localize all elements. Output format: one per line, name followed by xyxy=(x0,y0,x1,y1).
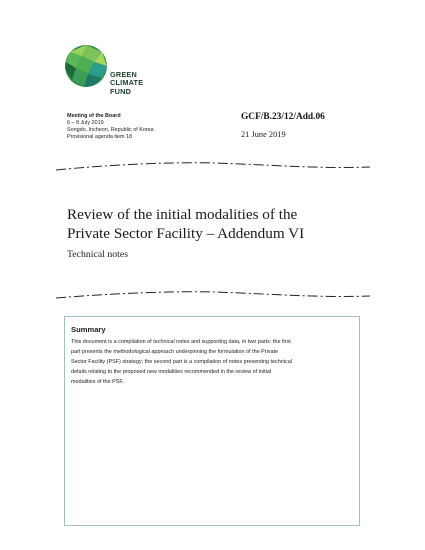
logo-line-fund: FUND xyxy=(110,86,132,96)
meeting-dates: 6 – 8 July 2019 xyxy=(67,120,104,126)
wavy-divider xyxy=(56,290,370,302)
document-date: 21 June 2019 xyxy=(241,130,286,139)
green-climate-fund-globe-icon xyxy=(64,44,108,88)
agenda-item: Provisional agenda item 18 xyxy=(67,134,133,140)
meeting-location: Songdo, Incheon, Republic of Korea xyxy=(67,127,154,133)
summary-line: Sector Facility (PSF) strategy; the second part is a compilation of notes presenting technical xyxy=(71,358,292,365)
summary-text xyxy=(71,338,353,388)
document-code: GCF/B.23/12/Add.06 xyxy=(241,112,325,122)
logo-line-climate: CLIMATE xyxy=(110,78,144,88)
meeting-info xyxy=(67,113,154,141)
title-line-1: Review of the initial modalities of the xyxy=(67,206,298,223)
logo-line-green: GREEN xyxy=(110,70,137,79)
summary-box xyxy=(64,316,360,526)
summary-line: part presents the methodological approach underpinning the formulation of the Private xyxy=(71,348,279,355)
page-title xyxy=(67,205,367,243)
page-subtitle: Technical notes xyxy=(67,249,129,260)
meeting-name: Meeting of the Board xyxy=(67,113,121,119)
summary-line: details relating to the proposed new modalities recommended in the review of initial xyxy=(71,368,272,375)
title-line-2: Private Sector Facility – Addendum VI xyxy=(67,225,305,242)
summary-line: modalities of the PSF. xyxy=(71,378,124,385)
summary-heading: Summary xyxy=(71,325,106,334)
summary-line: This document is a compilation of technical notes and supporting data, in two parts: the first xyxy=(71,339,291,345)
logo-wordmark xyxy=(110,71,143,96)
wavy-divider xyxy=(56,161,370,173)
